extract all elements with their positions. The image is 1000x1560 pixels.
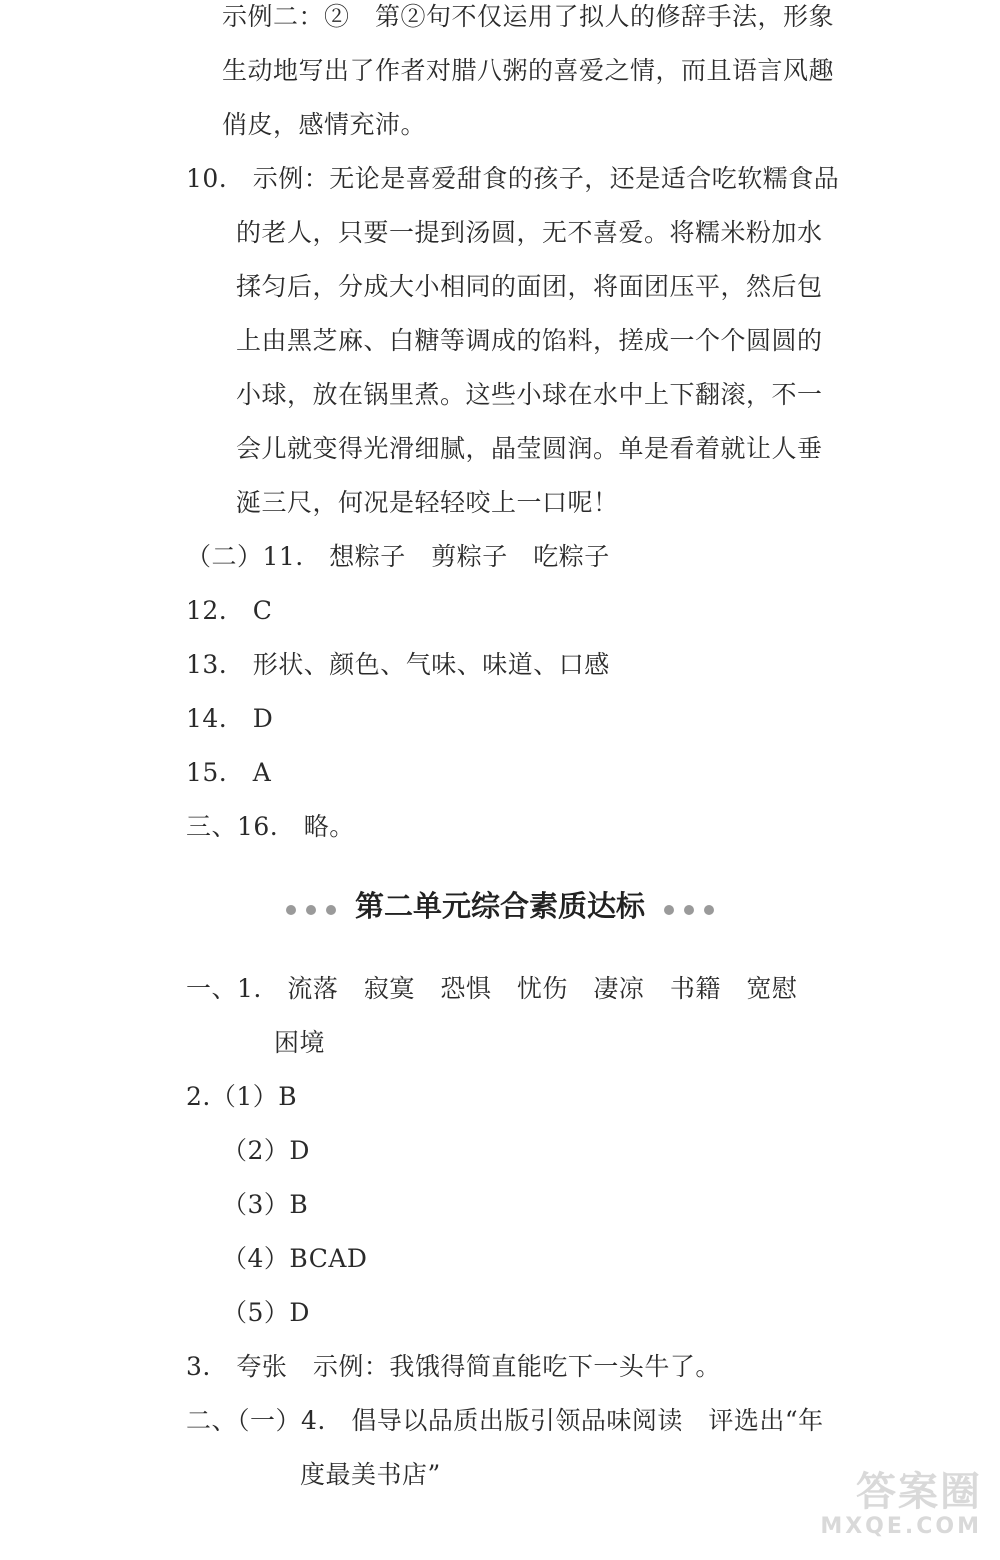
answer-item-12: 12. C <box>186 596 273 625</box>
answer-line-example2-cont1: 生动地写出了作者对腊八粥的喜爱之情，而且语言风趣 <box>222 56 835 85</box>
watermark-logo <box>722 1470 982 1550</box>
answer-item-4: 二、（一）4. 倡导以品质出版引领品味阅读 评选出“年 <box>186 1406 824 1435</box>
answer-item-1: 一、1. 流落 寂寞 恐惧 忧伤 凄凉 书籍 宽慰 <box>186 974 798 1003</box>
watermark-url: MXQE.COM <box>820 1514 982 1539</box>
answer-item-10-cont1: 的老人，只要一提到汤圆，无不喜爱。将糯米粉加水 <box>236 218 823 247</box>
answer-item-13: 13. 形状、颜色、气味、味道、口感 <box>186 650 610 679</box>
left-dots-decoration <box>281 888 341 928</box>
answer-item-2-5: （5）D <box>222 1298 310 1327</box>
answer-item-11: （二）11. 想粽子 剪粽子 吃粽子 <box>186 542 610 571</box>
answer-item-10-cont4: 小球，放在锅里煮。这些小球在水中上下翻滚，不一 <box>236 380 823 409</box>
answer-item-10-cont5: 会儿就变得光滑细腻，晶莹圆润。单是看着就让人垂 <box>236 434 823 463</box>
answer-item-14: 14. D <box>186 704 274 733</box>
right-dots-decoration <box>659 888 719 928</box>
answer-line-example2: 示例二：② 第②句不仅运用了拟人的修辞手法，形象 <box>222 2 835 31</box>
answer-item-2-2: （2）D <box>222 1136 310 1165</box>
answer-item-1-cont: 困境 <box>274 1028 326 1057</box>
answer-item-10: 10. 示例：无论是喜爱甜食的孩子，还是适合吃软糯食品 <box>186 164 840 193</box>
answer-item-10-cont2: 揉匀后，分成大小相同的面团，将面团压平，然后包 <box>236 272 823 301</box>
answer-item-15: 15. A <box>186 758 272 787</box>
answer-item-2-4: （4）BCAD <box>222 1244 368 1273</box>
answer-item-3: 3. 夸张 示例：我饿得简直能吃下一头牛了。 <box>186 1352 721 1381</box>
answer-item-16: 三、16. 略。 <box>186 812 355 841</box>
answer-item-2-1: 2.（1）B <box>186 1082 298 1111</box>
answer-line-example2-cont2: 俏皮，感情充沛。 <box>222 110 427 139</box>
answer-item-4-cont: 度最美书店” <box>300 1460 441 1489</box>
answer-item-10-cont3: 上由黑芝麻、白糖等调成的馅料，搓成一个个圆圆的 <box>236 326 823 355</box>
watermark-text: 答案圈 <box>856 1469 982 1515</box>
answer-item-2-3: （3）B <box>222 1190 309 1219</box>
section-heading <box>0 886 1000 928</box>
answer-item-10-cont6: 涎三尺，何况是轻轻咬上一口呢！ <box>236 488 619 517</box>
section-title: 第二单元综合素质达标 <box>354 889 645 923</box>
